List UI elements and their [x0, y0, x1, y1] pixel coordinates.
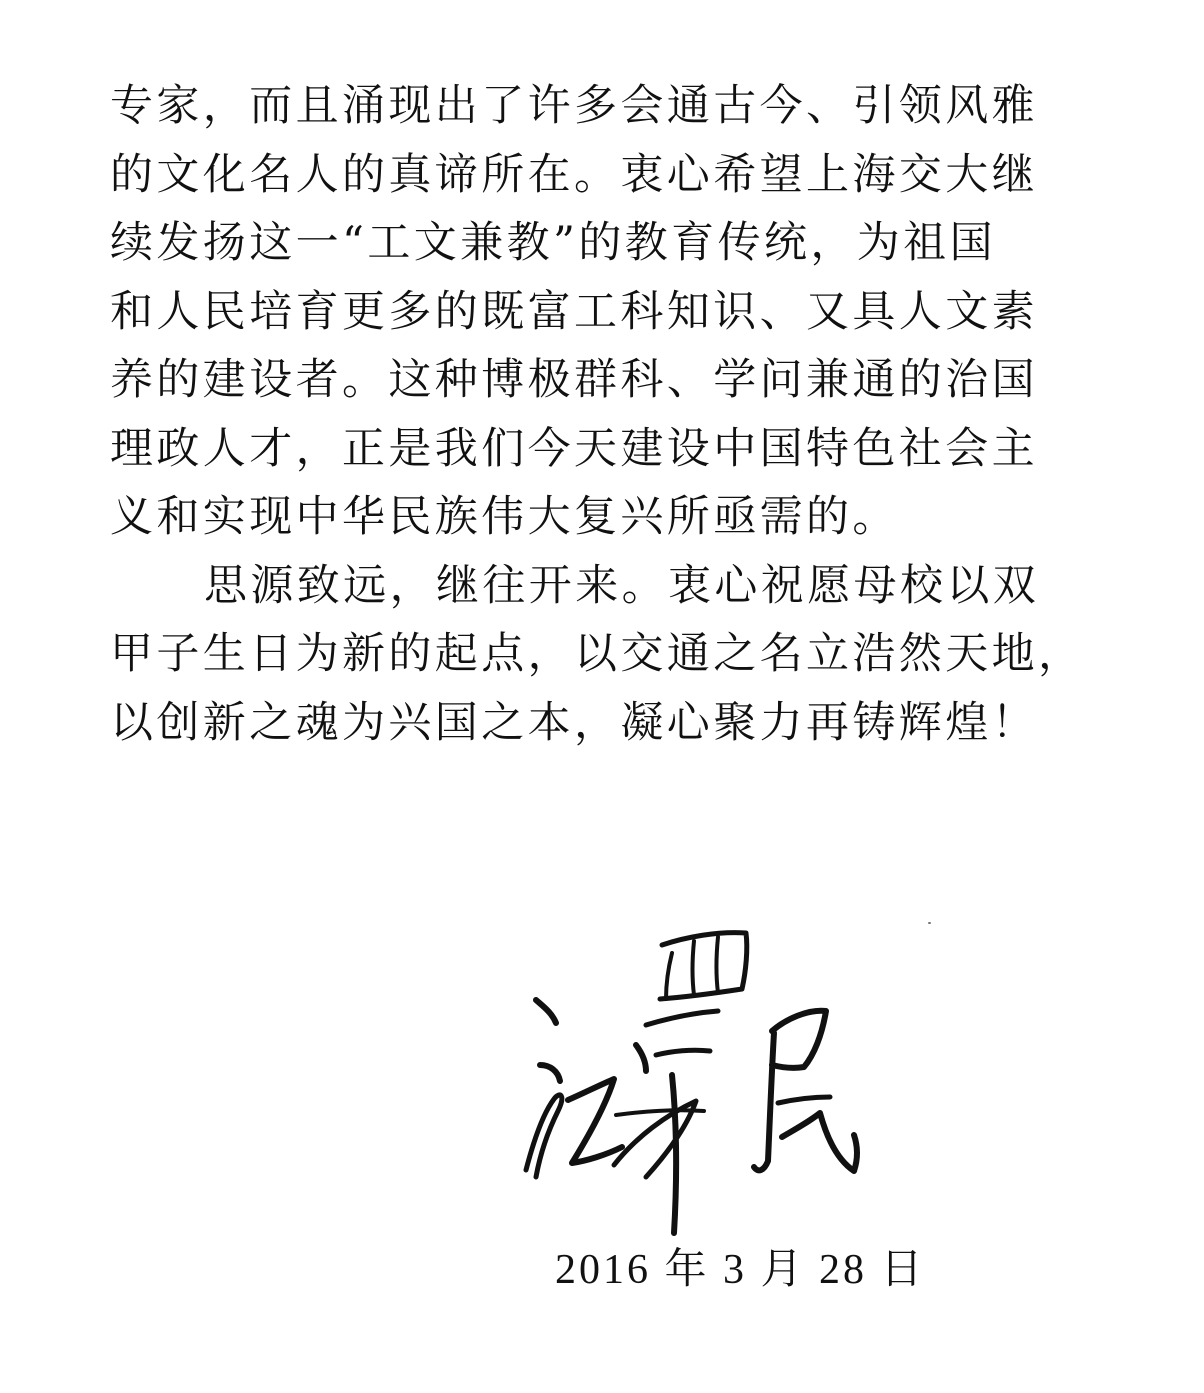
date-line: 2016 年 3 月 28 日: [555, 1247, 926, 1293]
text-line: 专家，而且涌现出了许多会通古今、引领风雅: [110, 81, 1038, 131]
signature-stroke: [672, 1075, 676, 1233]
signature-stroke: [754, 1033, 774, 1170]
paper-speck: [928, 922, 931, 924]
paragraph-start-line: 思源致远，继往开来。衷心祝愿母校以双: [204, 560, 1040, 611]
signature-stroke: [778, 1097, 830, 1103]
text-line: 的文化名人的真谛所在。衷心希望上海交大继: [110, 149, 1038, 200]
signature-stroke: [540, 1065, 560, 1081]
text-line: 续发扬这一“工文兼教”的教育传统，为祖国: [110, 218, 996, 268]
signature-stroke: [660, 933, 747, 999]
signature-stroke: [717, 937, 719, 993]
signature-stroke: [636, 1045, 646, 1071]
signature-stroke: [526, 1095, 562, 1177]
text-line: 和人民培育更多的既富工科知识、又具人文素: [110, 286, 1038, 337]
text-line: 以创新之魂为兴国之本，凝心聚力再铸辉煌！: [110, 697, 1038, 748]
text-line: 养的建设者。这种博极群科、学问兼通的治国: [110, 355, 1038, 405]
signature-stroke: [568, 1079, 622, 1163]
signature-stroke: [782, 1113, 857, 1171]
signature-stroke: [536, 1000, 556, 1023]
signature-stroke: [666, 953, 672, 999]
letter-body: [110, 72, 1085, 757]
text-line: 义和实现中华民族伟大复兴所亟需的。: [110, 492, 899, 542]
handwritten-signature: [496, 915, 876, 1245]
signature-stroke: [646, 1011, 718, 1025]
text-line: 甲子生日为新的起点，以交通之名立浩然天地，: [110, 629, 1085, 679]
signature-stroke: [656, 1050, 710, 1055]
signature-stroke: [772, 1011, 826, 1068]
signature-stroke: [693, 941, 695, 995]
text-line: 理政人才，正是我们今天建设中国特色社会主: [110, 423, 1038, 474]
